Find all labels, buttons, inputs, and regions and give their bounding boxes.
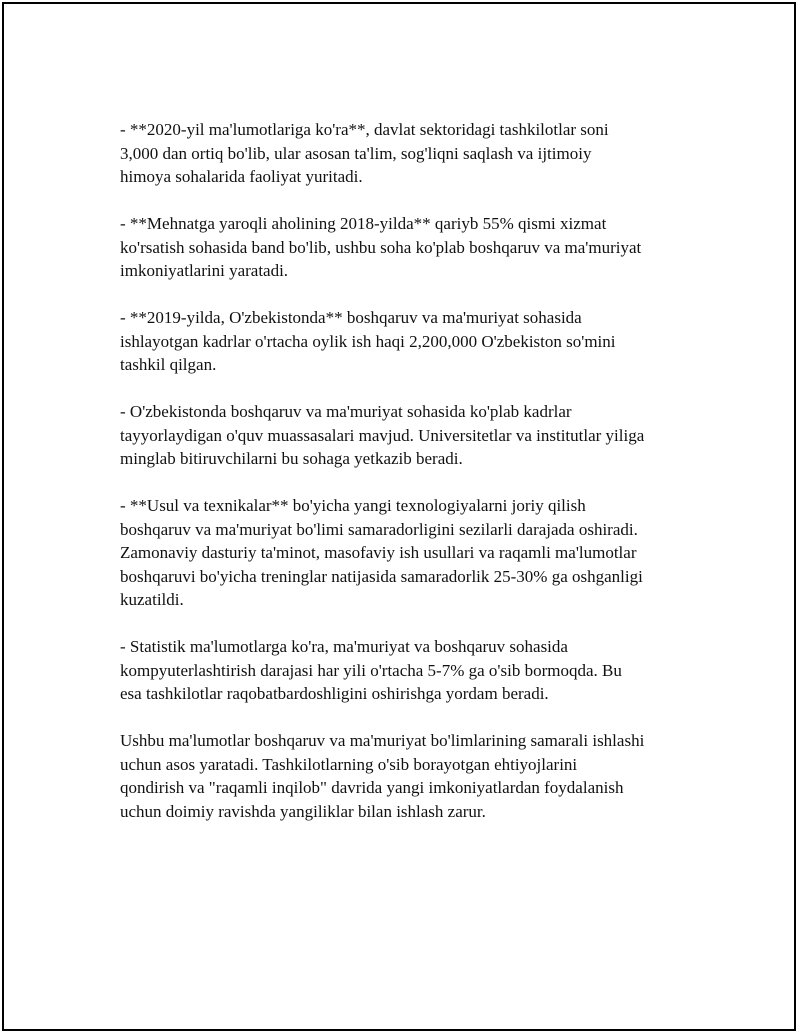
text-line: - **Usul va texnikalar** bo'yicha yangi texnologiyalarni joriy qilish: [120, 496, 586, 515]
text-line: - O'zbekistonda boshqaruv va ma'muriyat sohasida ko'plab kadrlar: [120, 402, 572, 421]
paragraph-methods-techniques: [120, 494, 700, 612]
text-line: imkoniyatlarini yaratadi.: [120, 261, 289, 280]
text-line: ko'rsatish sohasida band bo'lib, ushbu soha ko'plab boshqaruv va ma'muriyat: [120, 237, 642, 257]
text-line: kuzatildi.: [120, 590, 184, 609]
text-line: tayyorlaydigan o'quv muassasalari mavjud. Universitetlar va institutlar yiliga: [120, 425, 645, 445]
text-line: - **Mehnatga yaroqli aholining 2018-yilda** qariyb 55% qismi xizmat: [120, 214, 607, 233]
text-line: tashkil qilgan.: [120, 355, 217, 374]
text-line: Zamonaviy dasturiy ta'minot, masofaviy ish usullari va raqamli ma'lumotlar: [120, 543, 637, 562]
paragraph-computerization-stats: [120, 635, 700, 706]
paragraph-org-count-2020: [120, 118, 700, 189]
text-line: ishlayotgan kadrlar o'rtacha oylik ish haqi 2,200,000 O'zbekiston so'mini: [120, 331, 616, 351]
text-line: uchun doimiy ravishda yangiliklar bilan ishlash zarur.: [120, 801, 486, 821]
text-line: esa tashkilotlar raqobatbardoshligini oshirishga yordam beradi.: [120, 684, 549, 703]
paragraph-education-institutions: [120, 400, 700, 471]
document-page: [2, 2, 796, 1031]
text-line: uchun asos yaratadi. Tashkilotlarning o'sib borayotgan ehtiyojlarini: [120, 754, 578, 774]
text-line: 3,000 dan ortiq bo'lib, ular asosan ta'lim, sog'liqni saqlash va ijtimoiy: [120, 143, 592, 163]
text-line: - **2019-yilda, O'zbekistonda** boshqaruv va ma'muriyat sohasida: [120, 308, 582, 327]
document-body: [120, 118, 700, 823]
text-line: kompyuterlashtirish darajasi har yili o'rtacha 5-7% ga o'sib bormoqda. Bu: [120, 660, 622, 680]
text-line: qondirish va "raqamli inqilob" davrida yangi imkoniyatlardan foydalanish: [120, 778, 624, 797]
text-line: - **2020-yil ma'lumotlariga ko'ra**, davlat sektoridagi tashkilotlar soni: [120, 120, 609, 139]
paragraph-workforce-2018: [120, 212, 700, 283]
text-line: - Statistik ma'lumotlarga ko'ra, ma'muriyat va boshqaruv sohasida: [120, 637, 568, 656]
text-line: minglab bitiruvchilarni bu sohaga yetkazib beradi.: [120, 449, 463, 468]
paragraph-salary-2019: [120, 306, 700, 377]
paragraph-conclusion: [120, 729, 700, 823]
text-line: himoya sohalarida faoliyat yuritadi.: [120, 167, 363, 186]
text-line: boshqaruv va ma'muriyat bo'limi samaradorligini sezilarli darajada oshiradi.: [120, 519, 638, 539]
text-line: boshqaruvi bo'yicha treninglar natijasida samaradorlik 25-30% ga oshganligi: [120, 566, 643, 586]
text-line: Ushbu ma'lumotlar boshqaruv va ma'muriyat bo'limlarining samarali ishlashi: [120, 731, 645, 750]
